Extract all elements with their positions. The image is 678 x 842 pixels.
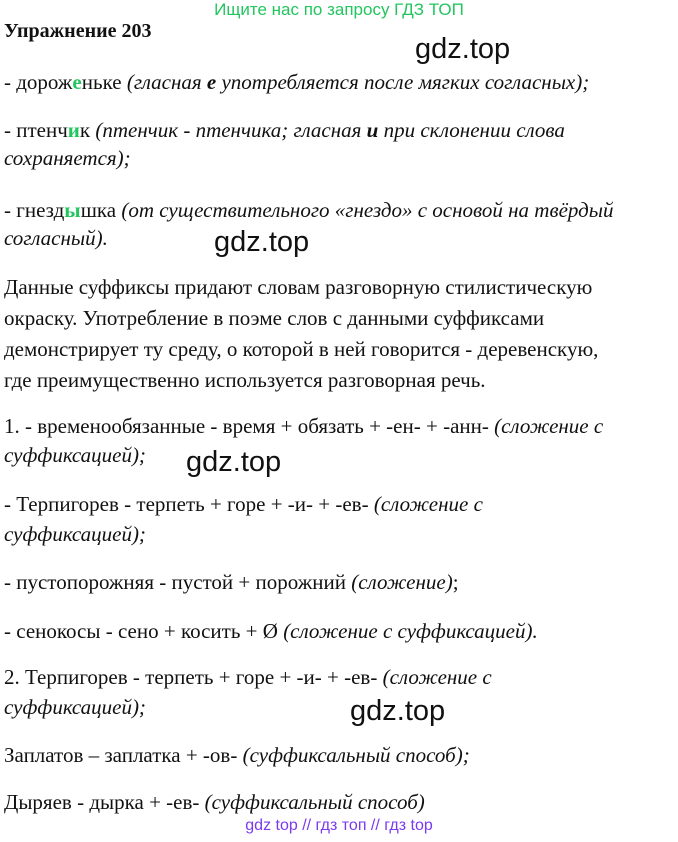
search-hint-header: Ищите нас по запросу ГДЗ ТОП (214, 0, 464, 19)
word-item-2: - птенчик (птенчик - птенчика; гласная и при склонении слова (4, 118, 565, 142)
site-footer: gdz top // гдз топ // гдз top (245, 817, 433, 834)
analysis-2b: Заплатов – заплатка + -ов- (суффиксальный способ); (4, 743, 470, 767)
analysis-1d: - сенокосы - сено + косить + Ø (сложение с суффиксацией). (4, 619, 538, 643)
watermark: gdz.top (415, 33, 511, 65)
analysis-1a-cont: суффиксацией); (4, 443, 146, 467)
paragraph-line: где преимущественно используется разговорная речь. (4, 368, 486, 392)
analysis-2a-cont: суффиксацией); (4, 695, 146, 719)
paragraph-line: демонстрирует ту среду, о которой в ней говорится - деревенскую, (4, 337, 599, 361)
word-item-3-cont: согласный). (4, 226, 108, 250)
analysis-2a: 2. Терпигорев - терпеть + горе + -и- + -ев- (сложение с (4, 665, 492, 689)
word-item-3: - гнездышка (от существительного «гнездо» с основой на твёрдый (4, 198, 614, 222)
analysis-1a: 1. - временообязанные - время + обязать + -ен- + -анн- (сложение с (4, 414, 604, 438)
analysis-1c: - пустопорожняя - пустой + порожний (сложение); (4, 570, 459, 594)
word-item-2-cont: сохраняется); (4, 146, 131, 170)
exercise-title: Упражнение 203 (4, 20, 152, 42)
paragraph-line: окраску. Употребление в поэме слов с данными суффиксами (4, 306, 545, 330)
watermark: gdz.top (350, 695, 446, 727)
analysis-2c: Дыряев - дырка + -ев- (суффиксальный способ) (4, 790, 425, 814)
analysis-1b-cont: суффиксацией); (4, 522, 146, 546)
analysis-1b: - Терпигорев - терпеть + горе + -и- + -ев- (сложение с (4, 492, 483, 516)
watermark: gdz.top (186, 446, 282, 478)
watermark: gdz.top (214, 226, 310, 258)
paragraph-line: Данные суффиксы придают словам разговорную стилистическую (4, 275, 593, 299)
word-item-1: - дороженьке (гласная е употребляется после мягких согласных); (4, 70, 590, 94)
